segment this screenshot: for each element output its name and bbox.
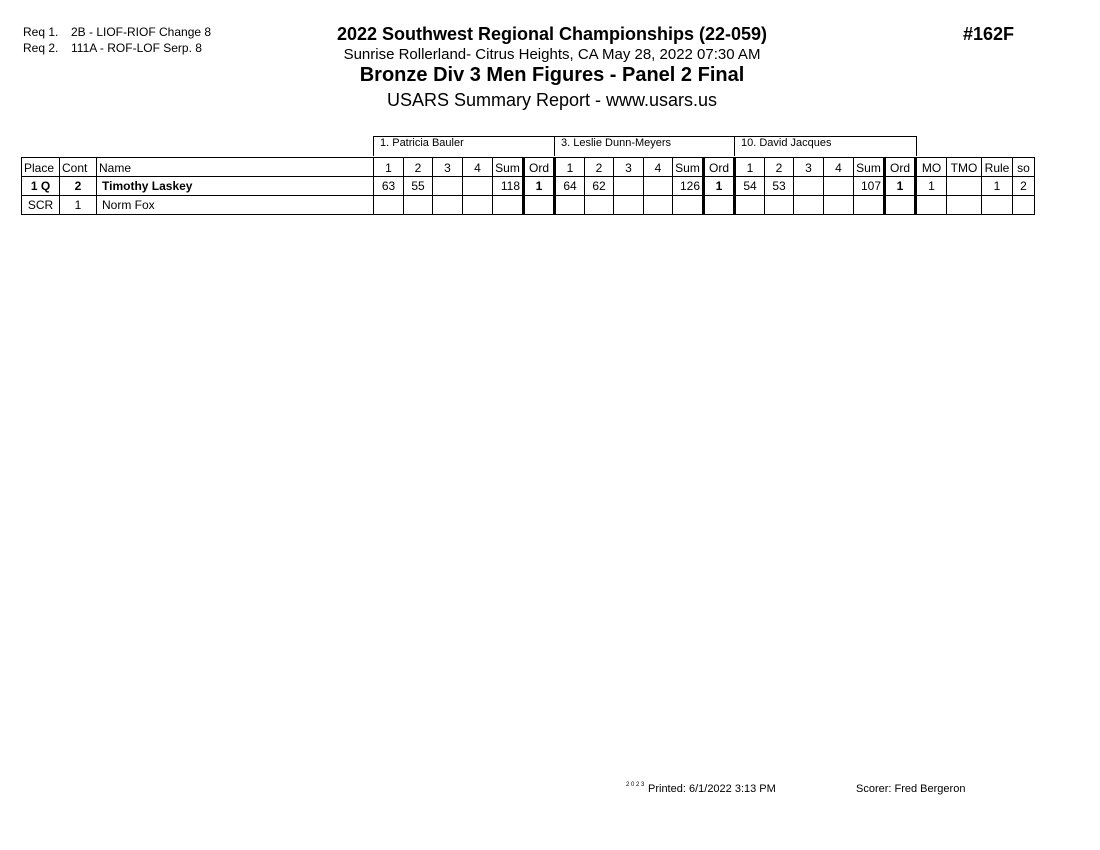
col-j3-ord: Ord — [885, 158, 916, 177]
score-cell: 63 — [374, 177, 404, 196]
sum-cell — [493, 196, 524, 215]
ord-cell — [885, 196, 916, 215]
score-cell: 54 — [735, 177, 765, 196]
score-cell — [794, 177, 824, 196]
requirement-text: 2B - LIOF-RIOF Change 8 — [71, 25, 212, 39]
score-cell: 53 — [765, 177, 794, 196]
col-j1-1: 1 — [374, 158, 404, 177]
col-j3-3: 3 — [794, 158, 824, 177]
mo-cell: 1 — [916, 177, 947, 196]
name-cell: Norm Fox — [97, 196, 374, 215]
col-mo: MO — [916, 158, 947, 177]
score-cell — [463, 196, 493, 215]
col-j2-ord: Ord — [704, 158, 735, 177]
table-header-row — [22, 158, 1035, 177]
score-cell — [433, 177, 463, 196]
ord-cell: 1 — [524, 177, 555, 196]
requirement-label: Req 1. — [23, 25, 59, 39]
venue-date: Sunrise Rollerland- Citrus Heights, CA May 28, 2022 07:30 AM — [343, 46, 761, 63]
judge-name: 3. Leslie Dunn-Meyers — [555, 137, 735, 156]
footer-mark: 2 0 2 3 — [626, 782, 645, 788]
col-j1-ord: Ord — [524, 158, 555, 177]
col-j3-4: 4 — [824, 158, 854, 177]
score-cell — [765, 196, 794, 215]
col-place: Place — [22, 158, 60, 177]
report-title: USARS Summary Report - www.usars.us — [386, 90, 718, 110]
score-cell: 55 — [404, 177, 433, 196]
table-row — [22, 196, 1035, 215]
score-cell — [735, 196, 765, 215]
mo-cell — [916, 196, 947, 215]
judge-name: 1. Patricia Bauler — [374, 137, 555, 156]
ord-cell — [524, 196, 555, 215]
score-cell — [433, 196, 463, 215]
col-j1-sum: Sum — [493, 158, 524, 177]
sum-cell: 107 — [854, 177, 885, 196]
event-number: #162F — [963, 24, 1015, 44]
col-j3-sum: Sum — [854, 158, 885, 177]
col-j2-3: 3 — [614, 158, 644, 177]
judges-header — [373, 136, 917, 156]
rule-cell: 1 — [982, 177, 1013, 196]
name-cell: Timothy Laskey — [97, 177, 374, 196]
score-cell — [374, 196, 404, 215]
col-so: so — [1013, 158, 1035, 177]
requirement-text: 111A - ROF-LOF Serp. 8 — [71, 41, 202, 55]
sum-cell — [673, 196, 704, 215]
ord-cell: 1 — [885, 177, 916, 196]
score-cell — [404, 196, 433, 215]
place-cell: 1 Q — [22, 177, 60, 196]
col-j3-1: 1 — [735, 158, 765, 177]
score-cell — [794, 196, 824, 215]
col-name: Name — [97, 158, 374, 177]
judge-name: 10. David Jacques — [735, 137, 917, 156]
col-tmo: TMO — [947, 158, 982, 177]
so-cell: 2 — [1013, 177, 1035, 196]
col-j1-4: 4 — [463, 158, 493, 177]
ord-cell — [704, 196, 735, 215]
score-cell: 62 — [585, 177, 614, 196]
score-cell — [614, 177, 644, 196]
col-j1-2: 2 — [404, 158, 433, 177]
tmo-cell — [947, 196, 982, 215]
ord-cell: 1 — [704, 177, 735, 196]
sum-cell: 118 — [493, 177, 524, 196]
rule-cell — [982, 196, 1013, 215]
score-cell — [644, 177, 673, 196]
col-cont: Cont — [60, 158, 97, 177]
score-cell — [824, 196, 854, 215]
col-j2-sum: Sum — [673, 158, 704, 177]
tmo-cell — [947, 177, 982, 196]
score-cell — [644, 196, 673, 215]
score-cell — [824, 177, 854, 196]
printed-date: Printed: 6/1/2022 3:13 PM — [648, 783, 776, 795]
col-j3-2: 2 — [765, 158, 794, 177]
score-cell — [463, 177, 493, 196]
score-cell — [555, 196, 585, 215]
place-cell: SCR — [22, 196, 60, 215]
col-j1-3: 3 — [433, 158, 463, 177]
event-title: Bronze Div 3 Men Figures - Panel 2 Final — [359, 64, 745, 86]
cont-cell: 1 — [60, 196, 97, 215]
cont-cell: 2 — [60, 177, 97, 196]
table-row — [22, 177, 1035, 196]
page-title: 2022 Southwest Regional Championships (22-059) — [336, 24, 768, 44]
score-cell — [614, 196, 644, 215]
col-j2-2: 2 — [585, 158, 614, 177]
sum-cell: 126 — [673, 177, 704, 196]
score-cell — [585, 196, 614, 215]
col-rule: Rule — [982, 158, 1013, 177]
col-j2-4: 4 — [644, 158, 673, 177]
sum-cell — [854, 196, 885, 215]
col-j2-1: 1 — [555, 158, 585, 177]
scorer-name: Scorer: Fred Bergeron — [856, 783, 966, 795]
score-cell: 64 — [555, 177, 585, 196]
so-cell — [1013, 196, 1035, 215]
requirement-label: Req 2. — [23, 41, 59, 55]
results-table — [21, 157, 1035, 215]
